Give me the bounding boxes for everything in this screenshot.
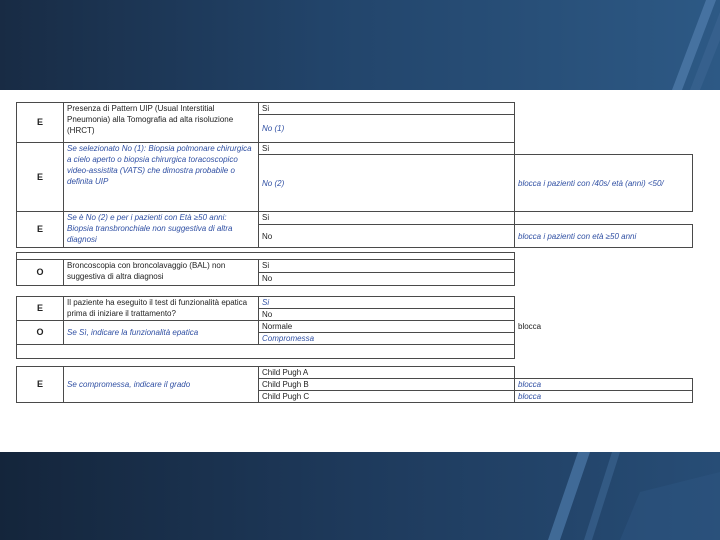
option-si[interactable]: Si	[259, 297, 515, 309]
question-block-4	[16, 252, 515, 286]
question-block-6	[16, 366, 693, 403]
option-si[interactable]: Si	[259, 143, 515, 155]
option-si[interactable]: Si	[259, 212, 515, 225]
footer-band	[0, 452, 720, 540]
option-child-pugh-c[interactable]: Child Pugh C	[259, 391, 515, 403]
code-cell-2: O	[17, 321, 64, 345]
question-cell: Se è No (2) e per i pazienti con Età ≥50 anni: Biopsia transbronchiale non suggestiva di altra diagnosi	[64, 212, 259, 248]
empty-cell	[515, 345, 693, 359]
question-block-1	[16, 102, 515, 143]
spacer-row	[17, 253, 515, 260]
question-cell: Se compromessa, indicare il grado	[64, 367, 259, 403]
code-cell: O	[17, 260, 64, 286]
option-no[interactable]: No	[259, 309, 515, 321]
option-child-pugh-b[interactable]: Child Pugh B	[259, 379, 515, 391]
code-cell: E	[17, 103, 64, 143]
action-cell: blocca i pazienti con età ≥50 anni	[515, 225, 693, 248]
action-cell: blocca	[518, 322, 542, 331]
action-cell: blocca	[515, 379, 693, 391]
option-child-pugh-a[interactable]: Child Pugh A	[259, 367, 515, 379]
option-no-1[interactable]: No (1)	[259, 115, 515, 143]
empty-cell	[515, 367, 693, 379]
code-cell: E	[17, 367, 64, 403]
option-si[interactable]: Si	[259, 103, 515, 115]
empty-cell	[515, 297, 693, 309]
question-block-2	[16, 142, 693, 212]
question-cell: Broncoscopia con broncolavaggio (BAL) non suggestiva di altra diagnosi	[64, 260, 259, 286]
option-no-2[interactable]: No (2)	[259, 155, 515, 212]
header-band	[0, 0, 720, 90]
empty-cell	[515, 143, 693, 155]
spacer-row	[17, 345, 515, 359]
option-no[interactable]: No	[259, 225, 515, 248]
option-si[interactable]: Si	[259, 260, 515, 273]
code-cell: E	[17, 143, 64, 212]
code-cell: E	[17, 297, 64, 321]
footer-stripes	[0, 452, 720, 540]
empty-cell	[515, 212, 693, 225]
code-cell: E	[17, 212, 64, 248]
header-stripes	[0, 0, 720, 90]
option-no[interactable]: No	[259, 273, 515, 286]
slide-content	[0, 90, 720, 452]
action-cell: blocca	[515, 391, 693, 403]
question-block-5	[16, 296, 693, 359]
question-cell: Se selezionato No (1): Biopsia polmonare chirurgica a cielo aperto o biopsia chirurgica toracoscopico video-assistita (VATS) che dimostra probabile o definita UIP	[64, 143, 259, 212]
action-cell: blocca i pazienti con /40s/ età (anni) <50/	[515, 155, 693, 212]
question-cell: Presenza di Pattern UIP (Usual Interstitial Pneumonia) alla Tomografia ad alta risoluzione (HRCT)	[64, 103, 259, 143]
option-normale[interactable]: Normale	[259, 321, 515, 333]
question-block-3	[16, 211, 693, 248]
question-cell: Il paziente ha eseguito il test di funzionalità epatica prima di iniziare il trattamento?	[64, 297, 259, 321]
question-cell-2: Se Sì, indicare la funzionalità epatica	[64, 321, 259, 345]
option-compromessa[interactable]: Compromessa	[259, 333, 515, 345]
